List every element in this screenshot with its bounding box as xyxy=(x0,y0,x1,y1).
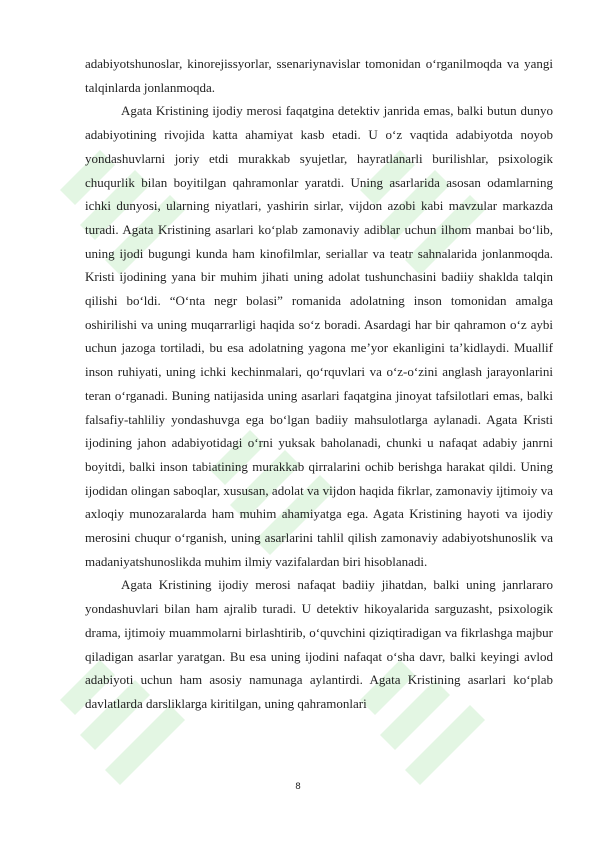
body-text xyxy=(85,52,553,716)
paragraph-legacy: Agata Kristining ijodiy merosi faqatgina detektiv janrida emas, balki butun dunyo adabiyotining rivojida katta ahamiyat kasb etadi. U o‘z vaqtida adabiyotda noyob yondashuvlarni joriy etdi murakkab syujetlar, hayratlanarli burilishlar, psixologik chuqurlik bilan boyitilgan qahramonlar yaratdi. Uning asarlarida asosan odamlarning ichki dunyosi, ularning niyatlari, yashirin sirlar, vijdon azobi kabi mavzular markazda turadi. Agata Kristining asarlari ko‘plab zamonaviy adiblar uchun ilhom manbai bo‘lib, uning ijodi bugungi kunda ham kinofilmlar, seriallar va teatr sahnalarida jonlanmoqda. Kristi ijodining yana bir muhim jihati uning adolat tushunchasini badiiy shaklda talqin qilishi bo‘ldi. “O‘nta negr bolasi” romanida adolatning inson tomonidan amalga oshirilishi va uning muqarrarligi haqida so‘z boradi. Asardagi har bir qahramon o‘z aybi uchun jazoga tortiladi, bu esa adolatning yagona me’yor ekanligini ta’kidlaydi. Muallif inson ruhiyati, uning ichki kechinmalari, qo‘rquvlari va o‘z-o‘zini anglash jarayonlarini teran o‘rganadi. Buning natijasida uning asarlari faqatgina jinoyat tafsilotlari emas, balki falsafiy-tahliliy yondashuvga ega bo‘lgan badiiy mahsulotlarga aylanadi. Agata Kristi ijodining jahon adabiyotidagi o‘rni yuksak baholanadi, chunki u nafaqat adabiy janrni boyitdi, balki inson tabiatining murakkab qirralarini ochib berishga harakat qildi. Uning ijodidan olingan saboqlar, xususan, adolat va vijdon haqida fikrlar, zamonaviy ijtimoiy va axloqiy munozaralarda ham muhim ahamiyatga ega. Agata Kristining hayoti va ijodiy merosini chuqur o‘rganish, uning asarlarini tahlil qilish zamonaviy adabiyotshunoslik va madaniyatshunoslikda muhim ilmiy vazifalardan biri hisoblanadi. xyxy=(85,103,553,569)
page-number: 8 xyxy=(295,781,301,792)
paragraph-genre: Agata Kristining ijodiy merosi nafaqat badiiy jihatdan, balki uning janrlararo yondashuvlari bilan ham ajralib turadi. U detektiv hikoyalarida sarguzasht, psixologik drama, ijtimoiy muammolarni birlashtirib, o‘quvchini qiziqtiradigan va fikrlashga majbur qiladigan asarlar yaratgan. Bu esa uning ijodini nafaqat o‘sha davr, balki keyingi avlod adabiyoti uchun ham asosiy namunaga aylantirdi. Agata Kristining asarlari ko‘plab davlatlarda darsliklarga kiritilgan, uning qahramonlari xyxy=(85,577,553,711)
paragraph-continuation: adabiyotshunoslar, kinorejissyorlar, ssenariynavislar tomonidan o‘rganilmoqda va yangi talqinlarda jonlanmoqda. xyxy=(85,56,553,95)
